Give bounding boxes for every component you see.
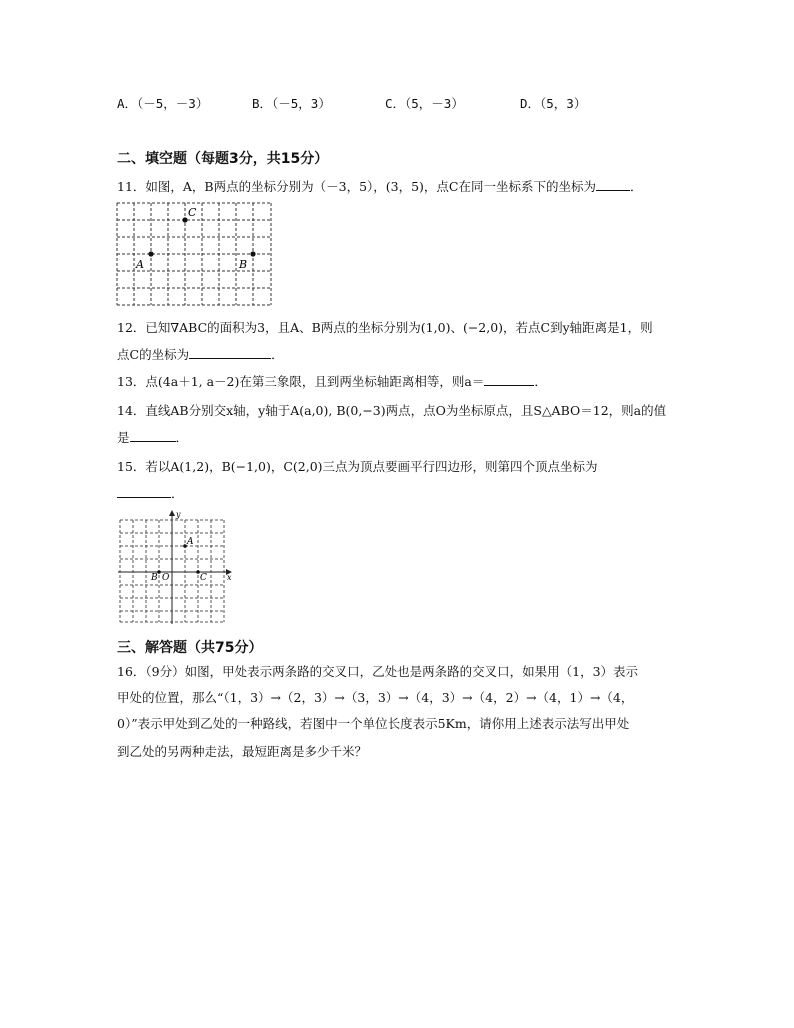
answer-blank-15 [117, 485, 171, 498]
section-2-title: 二、填空题（每题3分，共15分） [117, 151, 329, 167]
question-14-line1: 14．直线AB分别交x轴，y轴于A(a,0), B(0,−3)两点，点O为坐标原点，且S△ABO＝12，则a的值 [117, 403, 667, 418]
point-b-label: B [239, 258, 248, 271]
question-12-line2: 点C的坐标为 ． [117, 347, 284, 362]
question-11-text: 11．如图，A，B两点的坐标分别为（－3，5），(3，5)，点C在同一坐标系下的坐标为 [117, 179, 596, 194]
point-c-marker [182, 217, 187, 222]
answer-blank-11 [596, 178, 630, 191]
y-axis-arrow [169, 510, 175, 516]
option-a: A．（－5，－3） [117, 96, 209, 111]
point-a-label: A [136, 258, 144, 271]
question-12-line1: 12．已知∇ABC的面积为3，且A、B两点的坐标分别为(1,0)、(−2,0)，若点C到y轴距离是1，则 [117, 320, 653, 335]
origin-label: O [162, 573, 170, 583]
point-b-label: B [151, 573, 158, 583]
question-16-line3: 0）”表示甲处到乙处的一种路线，若图中一个单位长度表示5Km，请你用上述表示法写出甲处 [117, 716, 630, 731]
option-b: B．（－5，3） [252, 96, 331, 111]
answer-blank-12 [189, 346, 271, 359]
question-15-line1: 15．若以A(1,2)，B(−1,0)，C(2,0)三点为顶点要画平行四边形，则第四个顶点坐标为 [117, 459, 598, 474]
option-c: C．（5，－3） [385, 96, 464, 111]
point-a-marker [148, 251, 153, 256]
x-axis-label: x [227, 573, 232, 582]
question-16-line2: 甲处的位置，那么“（1，3）→（2，3）→（3，3）→（4，3）→（4，2）→（4，1）→（4， [117, 690, 634, 705]
point-c-label: C [188, 206, 197, 219]
option-d: D．（5，3） [520, 96, 587, 111]
section-3-title: 三、解答题（共75分） [117, 640, 263, 656]
question-14-line2: 是 ． [117, 430, 189, 445]
question-16-line1: 16．（9分）如图，甲处表示两条路的交叉口，乙处也是两条路的交叉口，如果用（1，3）表示 [117, 664, 639, 679]
answer-blank-13 [484, 373, 534, 386]
question-13: 13．点(4a＋1, a－2)在第三象限，且到两坐标轴距离相等，则a＝ ． [117, 374, 547, 389]
point-a-label: A [187, 537, 194, 547]
question-15-line2: ． [117, 485, 184, 503]
y-axis-label: y [176, 510, 181, 519]
question-11: 11．如图，A，B两点的坐标分别为（－3，5），(3，5)，点C在同一坐标系下的坐标为 ． [117, 179, 643, 194]
point-b-marker [157, 570, 161, 574]
point-c-label: C [200, 573, 207, 583]
question-15-figure [116, 508, 236, 626]
point-b-marker [250, 251, 255, 256]
question-11-figure [116, 202, 274, 308]
question-16-line4: 到乙处的另两种走法，最短距离是多少千米？ [117, 744, 368, 759]
answer-blank-14 [130, 429, 176, 442]
